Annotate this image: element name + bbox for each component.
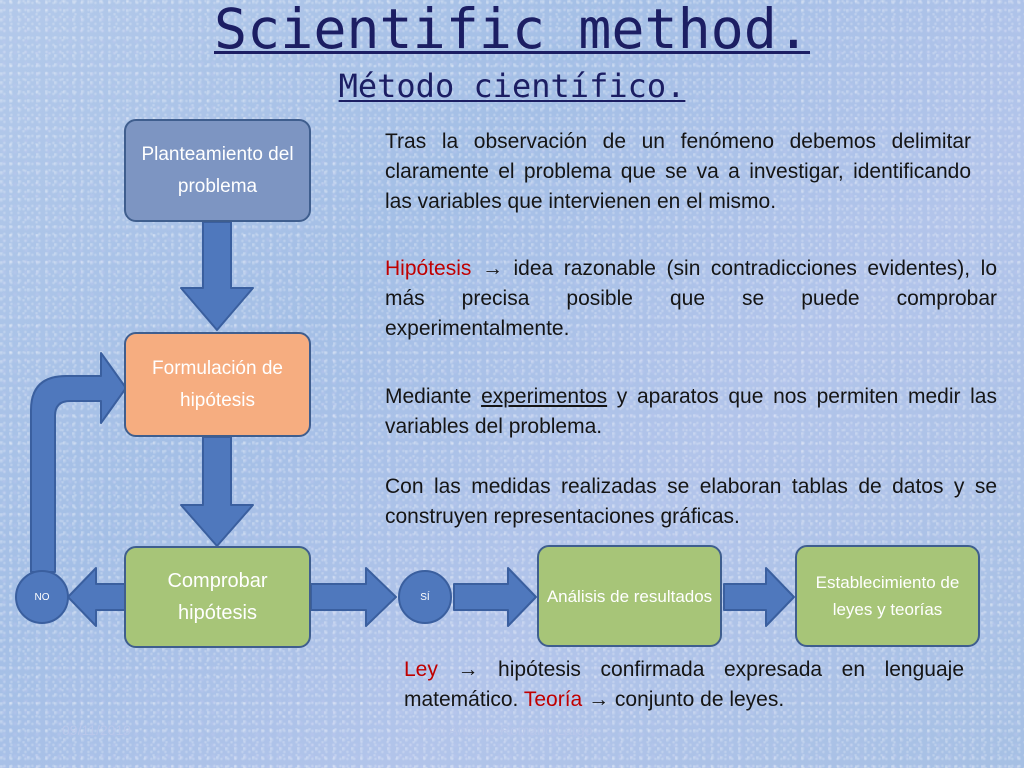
hypothesis-term: Hipótesis: [385, 257, 472, 280]
experiments-rest: y aparatos que nos permiten medir las variables del problema.: [385, 385, 997, 438]
step-hypothesis-label: Formulación de hipótesis: [152, 357, 283, 411]
yes-label: SÍ: [420, 591, 430, 603]
slide-title: Scientific method.: [213, 0, 811, 61]
step-problem-box: [124, 119, 311, 222]
arrow-down-1: [181, 222, 253, 330]
no-label: NO: [34, 591, 50, 603]
no-node: [15, 570, 69, 624]
theory-description: conjunto de leyes.: [614, 688, 785, 711]
arrow-right-analysis: [454, 568, 536, 626]
law-description: hipótesis confirmada expresada en lenguaje matemático.: [404, 658, 964, 711]
step-problem-label: Planteamiento del problema: [141, 143, 294, 197]
step-test-label: Comprobar hipótesis: [167, 570, 268, 624]
step-test-box: [124, 546, 311, 648]
step-laws-label: Establecimiento de leyes y teorías: [815, 573, 960, 619]
experiments-keyword: experimentos: [481, 385, 608, 408]
experiments-intro: Mediante: [385, 385, 472, 408]
arrow-right-icon: →: [588, 688, 610, 711]
law-theory-definition: [404, 655, 964, 715]
problem-description: Tras la observación de un fenómeno debemos delimitar claramente el problema que se va a investigar, identificando las variables que intervienen en el mismo.: [385, 130, 971, 213]
theory-term: Teoría: [523, 688, 583, 711]
law-term: Ley: [404, 658, 438, 681]
footer-author: Juan Antonio Romano Largo: [415, 722, 593, 738]
arrow-right-laws: [724, 568, 794, 626]
arrow-right-yes: [311, 568, 396, 626]
step-analysis-label: Análisis de resultados: [546, 586, 713, 606]
hypothesis-definition: [385, 254, 997, 344]
step-laws-box: [795, 545, 980, 647]
arrow-right-icon: →: [481, 257, 503, 280]
slide-subtitle: Método científico.: [338, 67, 686, 105]
hypothesis-description: idea razonable (sin contradicciones evidentes), lo más precisa posible que se puede comprobar experimentalmente.: [385, 257, 998, 340]
analysis-description: Con las medidas realizadas se elaboran tablas de datos y se construyen representaciones gráficas.: [385, 475, 997, 528]
arrow-down-2: [181, 437, 253, 546]
step-analysis-box: [537, 545, 722, 647]
arrow-left-no: [68, 568, 125, 626]
arrow-loop-back: [31, 353, 126, 572]
experiments-description: [385, 382, 997, 442]
yes-node: [398, 570, 452, 624]
footer-date: 09/11/2019: [62, 722, 132, 738]
step-hypothesis-box: [124, 332, 311, 437]
arrow-right-icon: →: [457, 658, 479, 681]
